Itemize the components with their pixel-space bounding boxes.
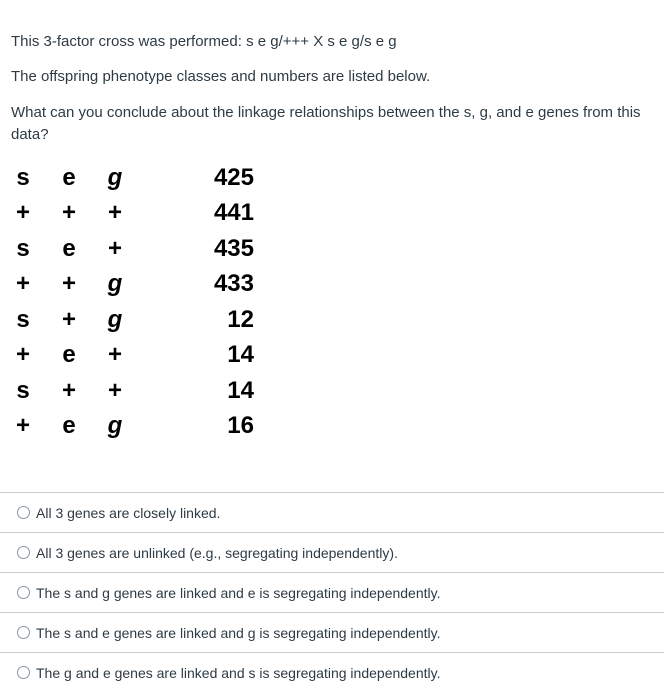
answer-option-g-e-linked[interactable] (0, 652, 664, 692)
s-allele: + (15, 199, 30, 226)
question-text-intro: The offspring phenotype classes and numbers are listed below. (11, 68, 431, 85)
e-allele: + (61, 270, 76, 297)
question-text-cross: This 3-factor cross was performed: s e g/+++ X s e g/s e g (11, 33, 397, 50)
offspring-row (11, 160, 271, 195)
offspring-row (11, 231, 271, 266)
answer-option-s-g-linked[interactable] (0, 572, 664, 612)
g-allele: + (107, 199, 122, 226)
offspring-count: 433 (213, 270, 254, 297)
g-allele: g (107, 306, 123, 333)
answer-label[interactable]: The s and e genes are linked and g is segregating independently. (36, 624, 441, 641)
s-allele: + (15, 412, 30, 439)
g-allele: + (107, 377, 122, 404)
answer-label[interactable]: All 3 genes are closely linked. (36, 504, 221, 521)
offspring-row (11, 373, 271, 408)
e-allele: e (62, 341, 76, 368)
g-allele: + (107, 235, 122, 262)
offspring-count: 14 (227, 377, 254, 404)
question-text-prompt: What can you conclude about the linkage relationships between the s, g, and e genes from this data? (11, 104, 641, 143)
offspring-row (11, 337, 271, 372)
e-allele: + (61, 377, 76, 404)
g-allele: g (107, 412, 123, 439)
offspring-row (11, 408, 271, 443)
s-allele: s (16, 306, 30, 333)
offspring-count: 14 (227, 341, 254, 368)
offspring-row (11, 266, 271, 301)
answer-label[interactable]: The s and g genes are linked and e is segregating independently. (36, 584, 441, 601)
s-allele: s (16, 377, 30, 404)
radio-button[interactable] (17, 586, 30, 599)
g-allele: + (107, 341, 122, 368)
g-allele: g (107, 270, 123, 297)
radio-button[interactable] (17, 666, 30, 679)
radio-button[interactable] (17, 626, 30, 639)
e-allele: + (61, 199, 76, 226)
radio-button[interactable] (17, 506, 30, 519)
offspring-count: 435 (213, 235, 254, 262)
e-allele: + (61, 306, 76, 333)
e-allele: e (62, 412, 76, 439)
e-allele: e (62, 164, 76, 191)
s-allele: + (15, 270, 30, 297)
s-allele: s (16, 164, 30, 191)
answer-label[interactable]: The g and e genes are linked and s is segregating independently. (36, 664, 441, 681)
answer-label[interactable]: All 3 genes are unlinked (e.g., segregating independently). (36, 544, 398, 561)
answer-choices (0, 492, 664, 692)
offspring-count: 441 (213, 199, 254, 226)
answer-option-unlinked[interactable] (0, 532, 664, 572)
answer-option-s-e-linked[interactable] (0, 612, 664, 652)
e-allele: e (62, 235, 76, 262)
offspring-count: 425 (213, 164, 254, 191)
answer-option-closely-linked[interactable] (0, 492, 664, 532)
s-allele: s (16, 235, 30, 262)
offspring-row (11, 302, 271, 337)
g-allele: g (107, 164, 123, 191)
offspring-count: 12 (227, 306, 254, 333)
radio-button[interactable] (17, 546, 30, 559)
offspring-row (11, 195, 271, 230)
s-allele: + (15, 341, 30, 368)
offspring-count: 16 (227, 412, 254, 439)
